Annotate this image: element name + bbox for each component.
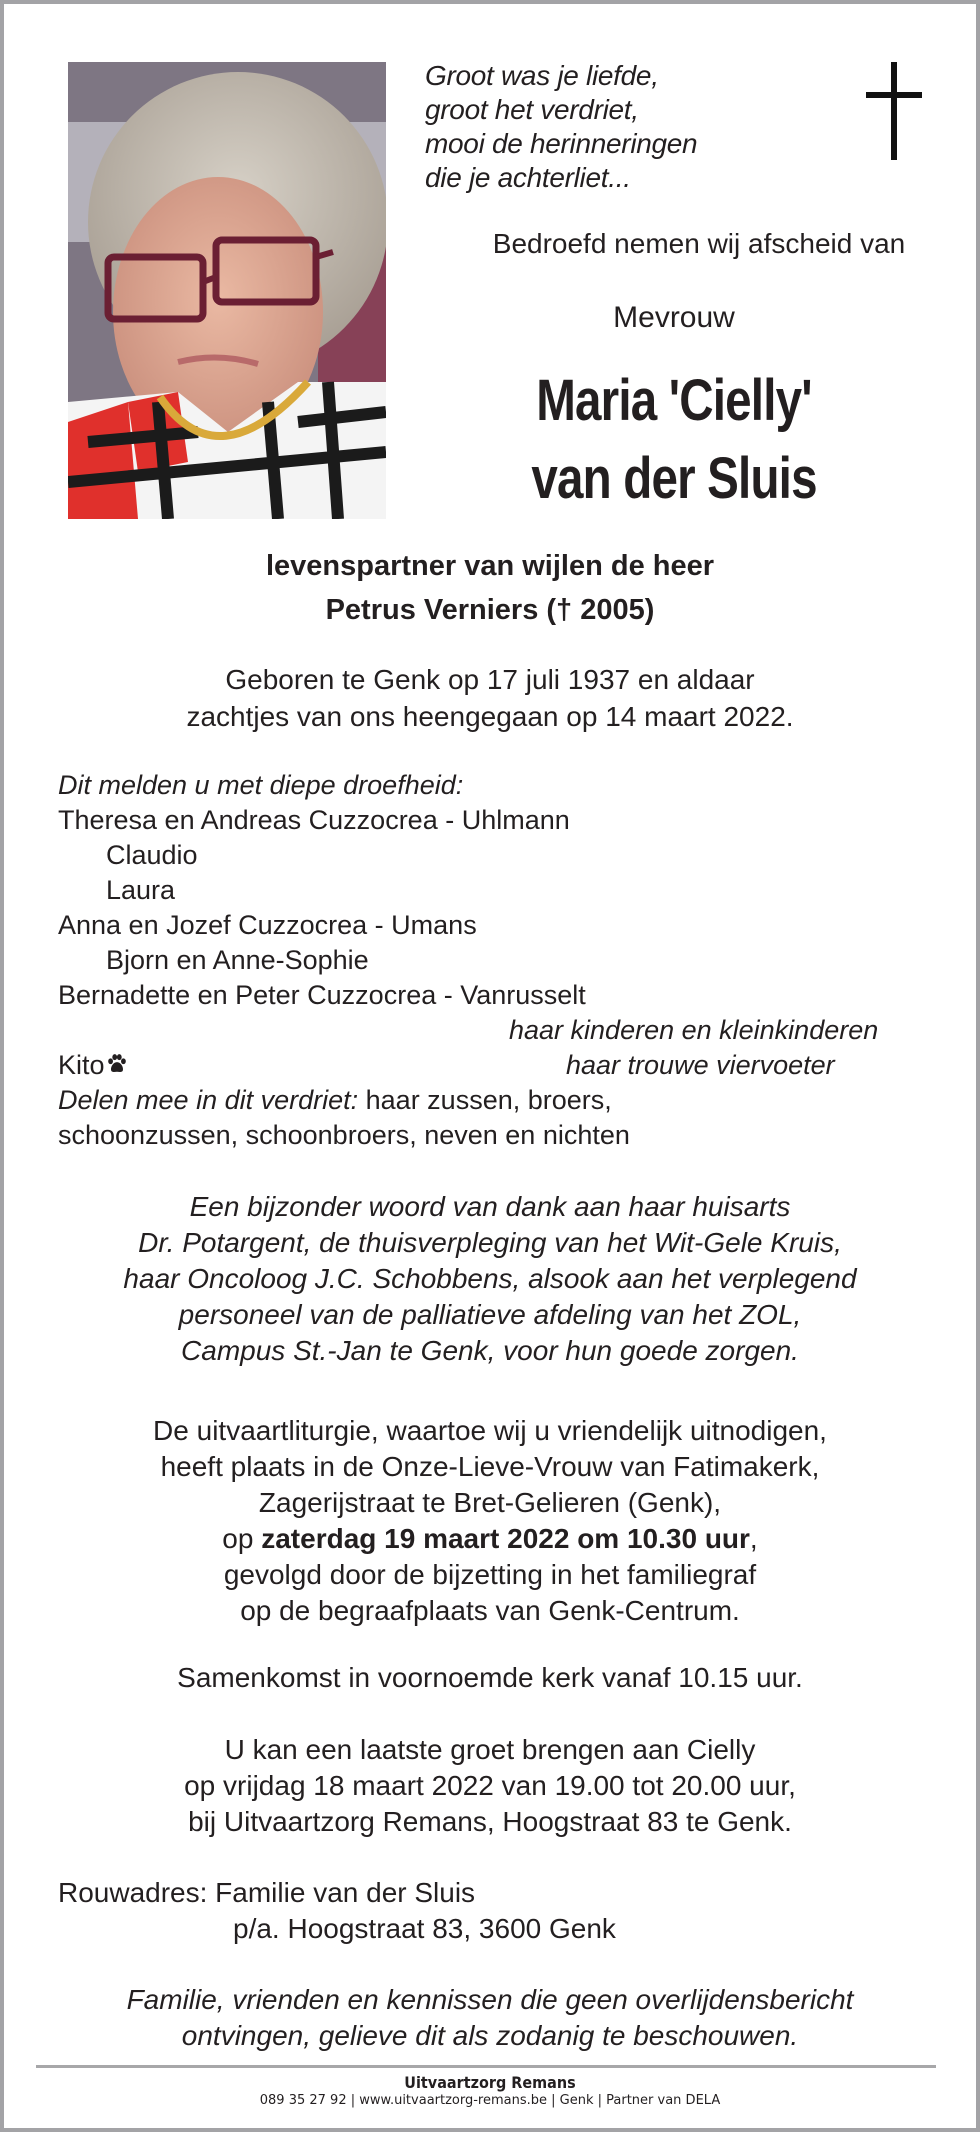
share-row: [58, 1083, 958, 1118]
visit-line: U kan een laatste groet brengen aan Cielly: [224, 1734, 756, 1765]
liturgy-line: De uitvaartliturgie, waartoe wij u vriendelijk uitnodigen,: [153, 1415, 827, 1446]
funeral-info: [4, 1413, 976, 1629]
liturgy-line: gevolgd door de bijzetting in het familiegraf: [223, 1559, 757, 1590]
pet-label: haar trouwe viervoeter: [566, 1050, 835, 1080]
partner-info: [4, 544, 976, 632]
verse-line: groot het verdriet,: [425, 94, 639, 125]
paw-icon: [106, 1053, 128, 1075]
thanks-line: personeel van de palliatieve afdeling van het ZOL,: [178, 1299, 802, 1330]
funeral-home-contact: 089 35 27 92 | www.uitvaartzorg-remans.be | Genk | Partner van DELA: [259, 2093, 721, 2108]
family-member: Anna en Jozef Cuzzocrea - Umans: [58, 910, 477, 940]
liturgy-line: Zagerijstraat te Bret-Gelieren (Genk),: [258, 1487, 722, 1518]
name-line-1: Maria 'Cielly': [536, 368, 812, 433]
thanks-line: haar Oncoloog J.C. Schobbens, alsook aan het verplegend: [123, 1263, 857, 1294]
address-line-2: p/a. Hoogstraat 83, 3600 Genk: [233, 1913, 616, 1944]
notice-line: Familie, vrienden en kennissen die geen overlijdensbericht: [126, 1984, 854, 2015]
liturgy-prefix: op: [222, 1523, 262, 1554]
share-label: Delen mee in dit verdriet:: [58, 1085, 359, 1115]
family-member: Theresa en Andreas Cuzzocrea - Uhlmann: [58, 805, 570, 835]
verse-line: Groot was je liefde,: [425, 60, 659, 91]
family-list: [58, 768, 958, 1153]
thanks-line: Campus St.-Jan te Genk, voor hun goede zorgen.: [181, 1335, 799, 1366]
visit-line: op vrijdag 18 maart 2022 van 19.00 tot 20.00 uur,: [184, 1770, 796, 1801]
partner-line-1: levenspartner van wijlen de heer: [265, 550, 715, 582]
liturgy-suffix: ,: [749, 1523, 758, 1554]
notice-line: ontvingen, gelieve dit als zodanig te beschouwen.: [181, 2020, 799, 2051]
pet-row: [58, 1048, 958, 1083]
children-label-row: [58, 1013, 958, 1048]
gathering-info: Samenkomst in voornoemde kerk vanaf 10.15 uur.: [177, 1662, 803, 1693]
family-member: Bjorn en Anne-Sophie: [106, 945, 369, 975]
obituary-card: [4, 4, 976, 2128]
visitation-info: [4, 1732, 976, 1840]
liturgy-line: op de begraafplaats van Genk-Centrum.: [240, 1595, 740, 1626]
deceased-name: [434, 362, 914, 518]
cross-icon: [866, 62, 922, 160]
liturgy-line: heeft plaats in de Onze-Lieve-Vrouw van Fatimakerk,: [160, 1451, 820, 1482]
family-member: Bernadette en Peter Cuzzocrea - Vanrusselt: [58, 980, 586, 1010]
family-heading: Dit melden u met diepe droefheid:: [58, 770, 464, 800]
thanks-line: Een bijzonder woord van dank aan haar huisarts: [189, 1191, 791, 1222]
footer-divider: [36, 2065, 936, 2068]
verse-line: mooi de herinneringen: [425, 128, 698, 159]
family-member: Claudio: [106, 840, 198, 870]
thanks-line: Dr. Potargent, de thuisverpleging van het Wit-Gele Kruis,: [138, 1227, 842, 1258]
mourning-address: [58, 1875, 616, 1947]
funeral-home-name: Uitvaartzorg Remans: [404, 2073, 576, 2092]
verse-line: die je achterliet...: [425, 162, 631, 193]
intro-text: Bedroefd nemen wij afscheid van: [492, 228, 906, 259]
birth-death-info: [4, 661, 976, 735]
share-text: haar zussen, broers,: [358, 1085, 612, 1115]
visit-line: bij Uitvaartzorg Remans, Hoogstraat 83 te Genk.: [188, 1806, 792, 1837]
funeral-datetime: zaterdag 19 maart 2022 om 10.30 uur: [261, 1523, 750, 1554]
born-line-1: Geboren te Genk op 17 juli 1937 en aldaar: [225, 664, 755, 695]
pet-name: Kito: [58, 1050, 105, 1080]
salutation: Mevrouw: [613, 301, 735, 334]
children-label: haar kinderen en kleinkinderen: [509, 1015, 879, 1045]
name-line-2: van der Sluis: [531, 446, 817, 511]
thanks-text: [4, 1189, 976, 1369]
share-row-2: schoonzussen, schoonbroers, neven en nichten: [58, 1120, 630, 1150]
family-member: Laura: [106, 875, 176, 905]
notice-text: [4, 1982, 976, 2054]
born-line-2: zachtjes van ons heengegaan op 14 maart 2022.: [186, 701, 794, 732]
liturgy-datetime-line: [4, 1521, 976, 1557]
address-line-1: Rouwadres: Familie van der Sluis: [58, 1877, 476, 1908]
partner-line-2: Petrus Verniers († 2005): [325, 594, 655, 626]
portrait-image: [68, 62, 386, 519]
verse: [425, 59, 697, 195]
portrait-photo: [68, 62, 386, 519]
